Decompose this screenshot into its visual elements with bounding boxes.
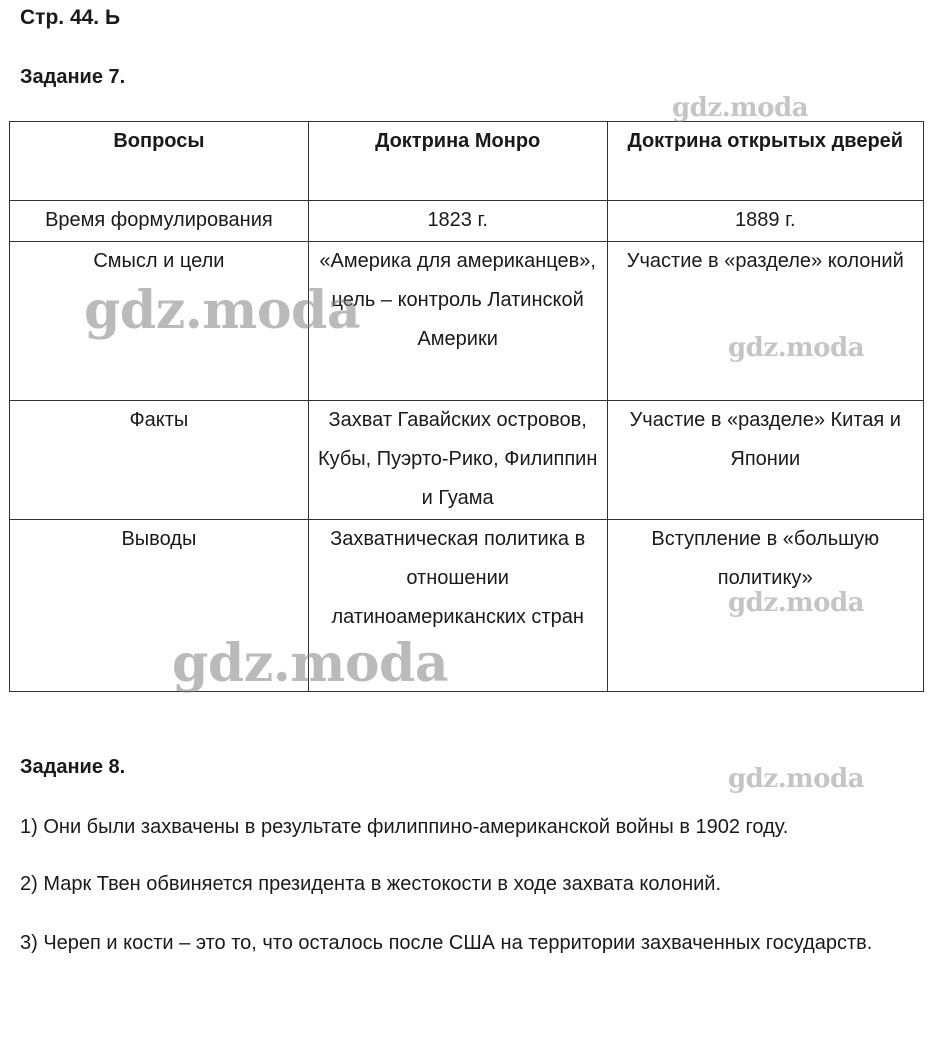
watermark: gdz.moda [172,633,449,694]
cell-question: Смысл и цели [10,242,309,401]
watermark: gdz.moda [728,333,865,363]
cell-monroe: Захват Гавайских островов, Кубы, Пуэрто-Рико, Филиппин и Гуама [308,401,607,520]
cell-open-door: Участие в «разделе» Китая и Японии [607,401,923,520]
cell-monroe: 1823 г. [308,201,607,242]
cell-question: Время формулирования [10,201,309,242]
header-open-door-doctrine: Доктрина открытых дверей [607,122,923,201]
watermark: gdz.moda [84,280,361,341]
task8-heading: Задание 8. [20,756,126,778]
table-row [10,201,924,242]
header-questions: Вопросы [10,122,309,201]
watermark: gdz.moda [672,93,809,123]
doctrine-table [9,121,924,692]
cell-open-door: Участие в «разделе» колоний [607,242,923,401]
watermark: gdz.moda [728,588,865,618]
header-monroe-doctrine: Доктрина Монро [308,122,607,201]
cell-open-door: Вступление в «большую политику» [607,520,923,692]
table-row [10,401,924,520]
cell-open-door: 1889 г. [607,201,923,242]
watermark: gdz.moda [728,764,865,794]
table-header-row [10,122,924,201]
table-row [10,242,924,401]
task7-heading: Задание 7. [20,66,126,88]
cell-monroe: Захватническая политика в отношении латиноамериканских стран [308,520,607,692]
cell-question: Выводы [10,520,309,692]
answer-2: 2) Марк Твен обвиняется президента в жестокости в ходе захвата колоний. [20,873,722,895]
answer-3: 3) Череп и кости – это то, что осталось после США на территории захваченных государств. [20,932,873,954]
table-row [10,520,924,692]
answer-1: 1) Они были захвачены в результате филиппино-американской войны в 1902 году. [20,816,789,838]
cell-monroe: «Америка для американцев», цель – контроль Латинской Америки [308,242,607,401]
page-heading: Стр. 44. Ь [20,6,121,29]
cell-question: Факты [10,401,309,520]
